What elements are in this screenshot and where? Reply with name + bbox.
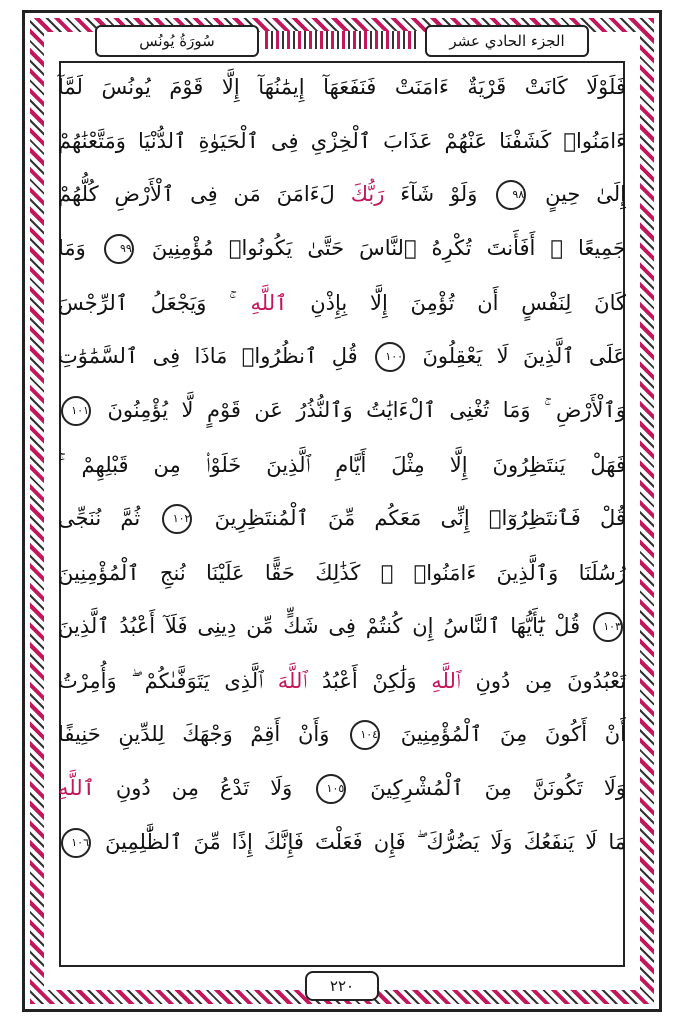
ayah-marker: ١٠١ bbox=[61, 396, 91, 426]
ayah-marker: ١٠٥ bbox=[316, 774, 346, 804]
text-line-5: كَانَ لِنَفْسٍ أَن تُؤْمِنَ إِلَّا بِإِذْنِ ٱللَّهِ ۚ وَيَجْعَلُ ٱلرِّجْسَ bbox=[58, 290, 626, 315]
page-number: ٢٢٠ bbox=[305, 971, 379, 1001]
divine-name: ٱللَّهِ bbox=[431, 668, 461, 693]
divine-name: ٱللَّهَ bbox=[277, 668, 308, 693]
ayah-marker: ٩٨ bbox=[496, 180, 526, 210]
text-line-10: رُسُلَنَا وَٱلَّذِينَ ءَامَنُوا۟ ۚ كَذَٰلِكَ حَقًّا عَلَيْنَا نُنجِ ٱلْمُؤْمِنِينَ bbox=[58, 561, 626, 585]
text-line-3: إِلَىٰ حِينٍ ٩٨ وَلَوْ شَآءَ رَبُّكَ لَءَامَنَ مَن فِى ٱلْأَرْضِ كُلُّهُمْ bbox=[58, 168, 626, 222]
text-line-2: ءَامَنُوا۟ كَشَفْنَا عَنْهُمْ عَذَابَ ٱلْخِزْىِ فِى ٱلْحَيَوٰةِ ٱلدُّنْيَا وَمَتَّعْنَٰهُمْ bbox=[58, 129, 626, 153]
header-ornament bbox=[265, 31, 419, 49]
ayah-marker: ١٠٦ bbox=[61, 828, 91, 858]
text-line-7: وَٱلْأَرْضِ ۚ وَمَا تُغْنِى ٱلْءَايَٰتُ وَٱلنُّذُرُ عَن قَوْمٍ لَّا يُؤْمِنُونَ ١٠١ bbox=[58, 384, 626, 438]
divine-name: ٱللَّهِ bbox=[250, 290, 288, 315]
ayah-marker: ١٠٣ bbox=[593, 612, 623, 642]
text-line-15: مَا لَا يَنفَعُكَ وَلَا يَضُرُّكَ ۖ فَإِن فَعَلْتَ فَإِنَّكَ إِذًا مِّنَ ٱلظَّٰلِمِينَ ١٠٦ bbox=[58, 816, 626, 870]
juz-name: الجزء الحادي عشر bbox=[449, 32, 565, 50]
divine-name: ٱللَّهِ bbox=[58, 776, 95, 800]
text-line-12: تَعْبُدُونَ مِن دُونِ ٱللَّهِ وَلَٰكِنْ أَعْبُدُ ٱللَّهَ ٱلَّذِى يَتَوَفَّىٰكُمْ ۖ وَأُمِرْتُ bbox=[58, 668, 626, 693]
text-line-11: ١٠٣ قُلْ يَٰٓأَيُّهَا ٱلنَّاسُ إِن كُنتُمْ فِى شَكٍّ مِّن دِينِى فَلَآ أَعْبُدُ ٱلَّذِينَ bbox=[58, 600, 626, 654]
juz-name-box bbox=[425, 25, 589, 57]
surah-name: سُورَةُ يُونُس bbox=[139, 32, 215, 50]
text-line-1: فَلَوْلَا كَانَتْ قَرْيَةٌ ءَامَنَتْ فَنَفَعَهَآ إِيمَٰنُهَآ إِلَّا قَوْمَ يُونُسَ لَمَّآ bbox=[58, 75, 626, 99]
text-line-13: أَنْ أَكُونَ مِنَ ٱلْمُؤْمِنِينَ ١٠٤ وَأَنْ أَقِمْ وَجْهَكَ لِلدِّينِ حَنِيفًا bbox=[58, 708, 626, 762]
text-line-8: فَهَلْ يَنتَظِرُونَ إِلَّا مِثْلَ أَيَّامِ ٱلَّذِينَ خَلَوْا۟ مِن قَبْلِهِمْ ۚ bbox=[58, 452, 626, 477]
text-line-14: وَلَا تَكُونَنَّ مِنَ ٱلْمُشْرِكِينَ ١٠٥ وَلَا تَدْعُ مِن دُونِ ٱللَّهِ bbox=[58, 762, 626, 816]
divine-name: رَبُّكَ bbox=[350, 182, 385, 206]
text-line-9: قُلْ فَٱنتَظِرُوٓا۟ إِنِّى مَعَكُم مِّنَ ٱلْمُنتَظِرِينَ ١٠٢ ثُمَّ نُنَجِّى bbox=[58, 492, 626, 546]
quran-text bbox=[58, 60, 626, 870]
text-line-4: جَمِيعًا ۚ أَفَأَنتَ تُكْرِهُ ٱلنَّاسَ حَتَّىٰ يَكُونُوا۟ مُؤْمِنِينَ ٩٩ وَمَا bbox=[58, 222, 626, 276]
text-line-6: عَلَى ٱلَّذِينَ لَا يَعْقِلُونَ ١٠٠ قُلِ ٱنظُرُوا۟ مَاذَا فِى ٱلسَّمَٰوَٰتِ bbox=[58, 330, 626, 384]
ayah-marker: ١٠٠ bbox=[375, 342, 405, 372]
surah-name-box bbox=[95, 25, 259, 57]
ayah-marker: ١٠٢ bbox=[162, 504, 192, 534]
ayah-marker: ١٠٤ bbox=[350, 720, 380, 750]
ayah-marker: ٩٩ bbox=[104, 234, 134, 264]
